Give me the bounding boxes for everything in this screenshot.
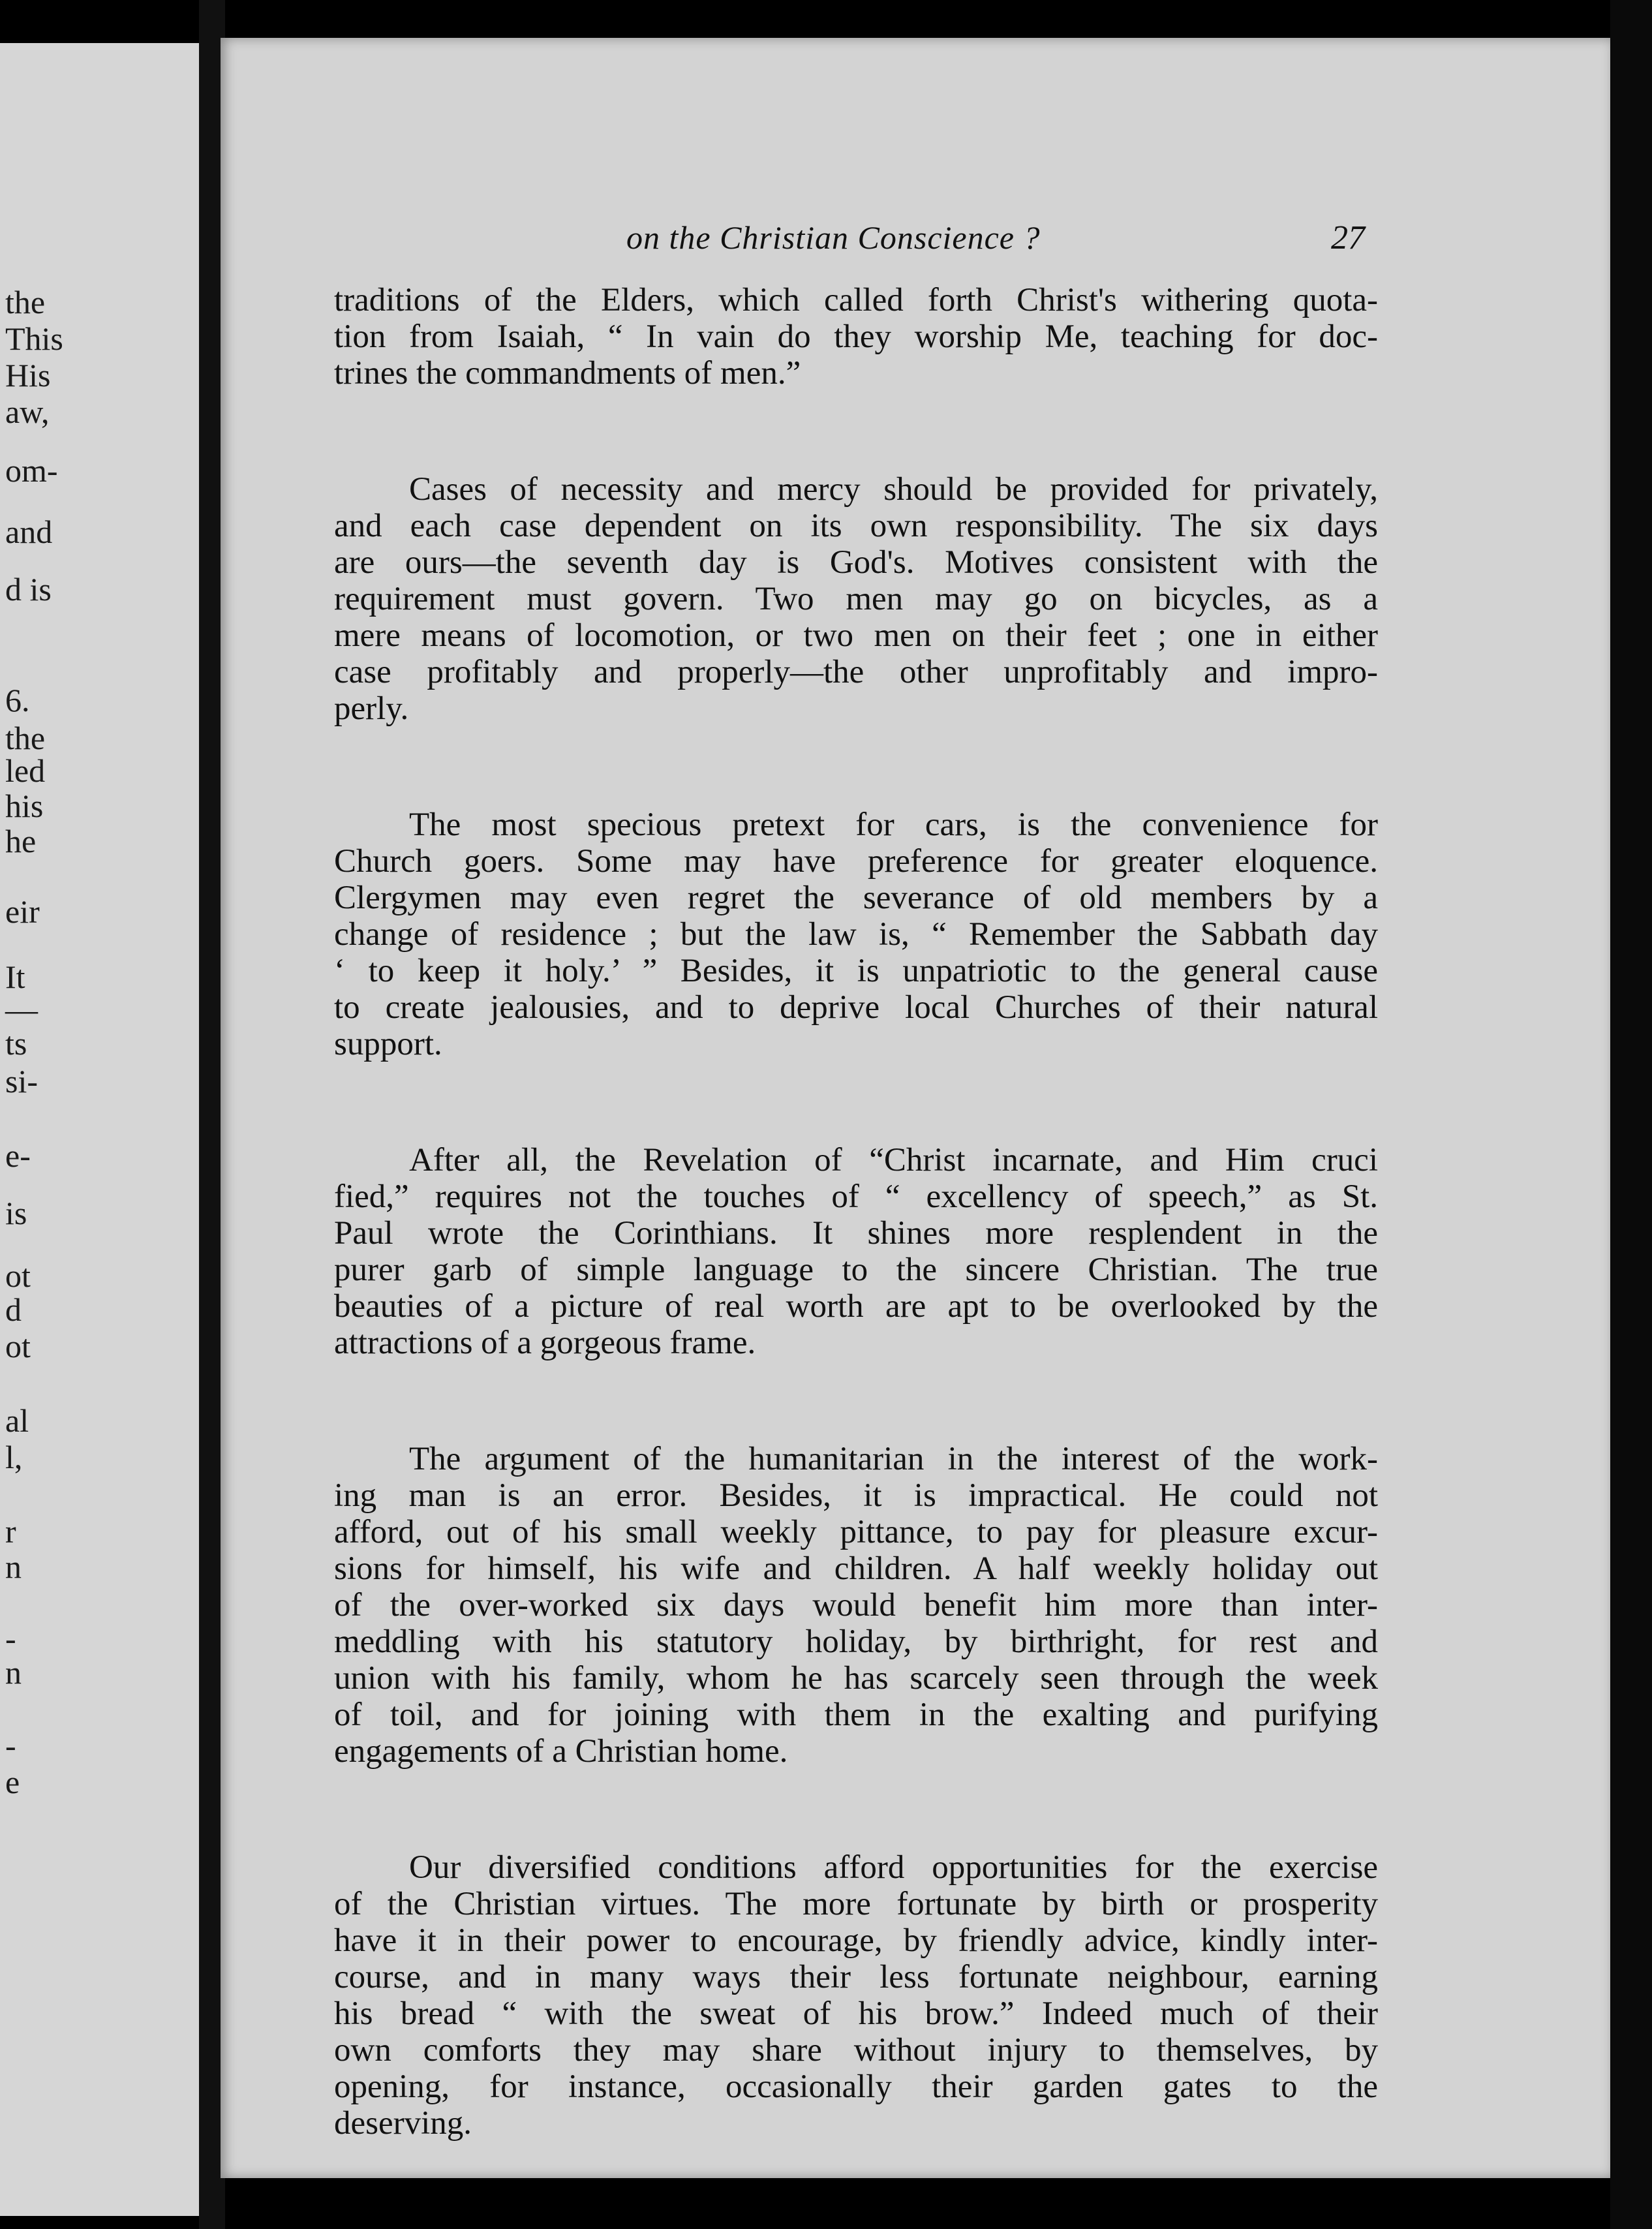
facing-page-fragment: al	[5, 1402, 29, 1439]
facing-page-fragment: -	[5, 1620, 16, 1657]
text-line: Church goers. Some may have preference for greater eloquence.	[334, 843, 1378, 880]
facing-page-fragment: -	[5, 1727, 16, 1764]
text-line: course, and in many ways their less fortunate neighbour, earning	[334, 1959, 1378, 1995]
paragraph	[334, 1849, 1378, 2142]
text-line: The argument of the humanitarian in the interest of the work-	[409, 1441, 1378, 1477]
text-line: fied,” requires not the touches of “ excellency of speech,” as St.	[334, 1178, 1378, 1215]
text-line: afford, out of his small weekly pittance, to pay for pleasure excur-	[334, 1514, 1378, 1550]
text-line: deserving.	[334, 2105, 472, 2142]
text-line: After all, the Revelation of “Christ incarnate, and Him cruci	[409, 1142, 1378, 1178]
text-line: ‘ to keep it holy.’ ” Besides, it is unpatriotic to the general cause	[334, 953, 1378, 989]
text-line: his bread “ with the sweat of his brow.” Indeed much of their	[334, 1995, 1378, 2032]
text-line: union with his family, whom he has scarcely seen through the week	[334, 1660, 1378, 1697]
text-line: case profitably and properly—the other unprofitably and impro-	[334, 654, 1378, 690]
facing-page-fragment: 6.	[5, 682, 30, 718]
text-line: engagements of a Christian home.	[334, 1733, 788, 1770]
facing-page-fragment: His	[5, 357, 51, 393]
text-line: to create jealousies, and to deprive local Churches of their natural	[334, 989, 1378, 1026]
text-line: ing man is an error. Besides, it is impractical. He could not	[334, 1477, 1378, 1514]
facing-page-fragment: e-	[5, 1137, 31, 1174]
facing-page-fragment: eir	[5, 893, 40, 930]
text-line: sions for himself, his wife and children. A half weekly holiday out	[334, 1550, 1378, 1587]
facing-page-fragment: n	[5, 1548, 22, 1585]
text-line: beauties of a picture of real worth are apt to be overlooked by the	[334, 1288, 1378, 1325]
text-line: of the over-worked six days would benefit him more than inter-	[334, 1587, 1378, 1623]
text-line: meddling with his statutory holiday, by birthright, for rest and	[334, 1623, 1378, 1660]
facing-page-fragment: l,	[5, 1439, 23, 1475]
text-line: and each case dependent on its own responsibility. The six days	[334, 508, 1378, 544]
text-line: support.	[334, 1026, 442, 1062]
text-line: The most specious pretext for cars, is the convenience for	[409, 807, 1378, 843]
text-line: requirement must govern. Two men may go on bicycles, as a	[334, 581, 1378, 617]
paragraph	[334, 1441, 1378, 1770]
facing-page-fragment: is	[5, 1195, 27, 1231]
text-line: of toil, and for joining with them in the exalting and purifying	[334, 1697, 1378, 1733]
facing-page-fragment: e	[5, 1764, 20, 1800]
facing-page-fragment: the	[5, 284, 46, 320]
text-line: own comforts they may share without injury to themselves, by	[334, 2032, 1378, 2068]
text-line: traditions of the Elders, which called forth Christ's withering quota-	[334, 282, 1378, 318]
text-line: opening, for instance, occasionally their garden gates to the	[334, 2068, 1378, 2105]
facing-page-fragment: —	[5, 991, 38, 1028]
text-line: of the Christian virtues. The more fortunate by birth or prosperity	[334, 1886, 1378, 1922]
text-line: Paul wrote the Corinthians. It shines more resplendent in the	[334, 1215, 1378, 1252]
page-edge	[1610, 0, 1652, 2229]
facing-page-fragment: It	[5, 959, 25, 995]
facing-page-fragment: ts	[5, 1025, 27, 1062]
text-line: Our diversified conditions afford opportunities for the exercise	[409, 1849, 1378, 1886]
text-line: Cases of necessity and mercy should be provided for privately,	[409, 471, 1378, 508]
facing-page-fragment: the	[5, 720, 46, 756]
paragraph	[334, 471, 1378, 727]
facing-page-fragment: his	[5, 788, 44, 824]
facing-page-fragment: ot	[5, 1328, 31, 1364]
text-line: have it in their power to encourage, by friendly advice, kindly inter-	[334, 1922, 1378, 1959]
facing-page-fragment: he	[5, 823, 37, 859]
facing-page-fragment: ot	[5, 1257, 31, 1294]
facing-page-fragment: led	[5, 752, 46, 789]
text-line: change of residence ; but the law is, “ Remember the Sabbath day	[334, 916, 1378, 953]
page-number: 27	[1331, 219, 1365, 256]
text-line: attractions of a gorgeous frame.	[334, 1325, 756, 1361]
facing-page-text	[0, 43, 199, 2216]
facing-page-fragment: r	[5, 1513, 16, 1550]
text-line: tion from Isaiah, “ In vain do they worship Me, teaching for doc-	[334, 318, 1378, 355]
facing-page-fragment: aw,	[5, 393, 50, 430]
text-line: perly.	[334, 690, 409, 727]
facing-page	[0, 43, 199, 2216]
facing-page-fragment: n	[5, 1654, 22, 1691]
text-line: mere means of locomotion, or two men on their feet ; one in either	[334, 617, 1378, 654]
body-text	[334, 282, 1378, 2221]
facing-page-fragment: om-	[5, 452, 58, 489]
paragraph	[334, 282, 1378, 392]
text-line: trines the commandments of men.”	[334, 355, 801, 392]
text-line: are ours—the seventh day is God's. Motives consistent with the	[334, 544, 1378, 581]
text-line: purer garb of simple language to the sincere Christian. The true	[334, 1252, 1378, 1288]
running-head: on the Christian Conscience ?	[626, 219, 1041, 256]
facing-page-fragment: d is	[5, 571, 52, 607]
text-line: Clergymen may even regret the severance of old members by a	[334, 880, 1378, 916]
facing-page-fragment: d	[5, 1291, 22, 1328]
facing-page-fragment: si-	[5, 1063, 38, 1099]
facing-page-fragment: and	[5, 514, 53, 550]
paragraph	[334, 1142, 1378, 1361]
facing-page-fragment: This	[5, 320, 63, 357]
paragraph	[334, 807, 1378, 1062]
